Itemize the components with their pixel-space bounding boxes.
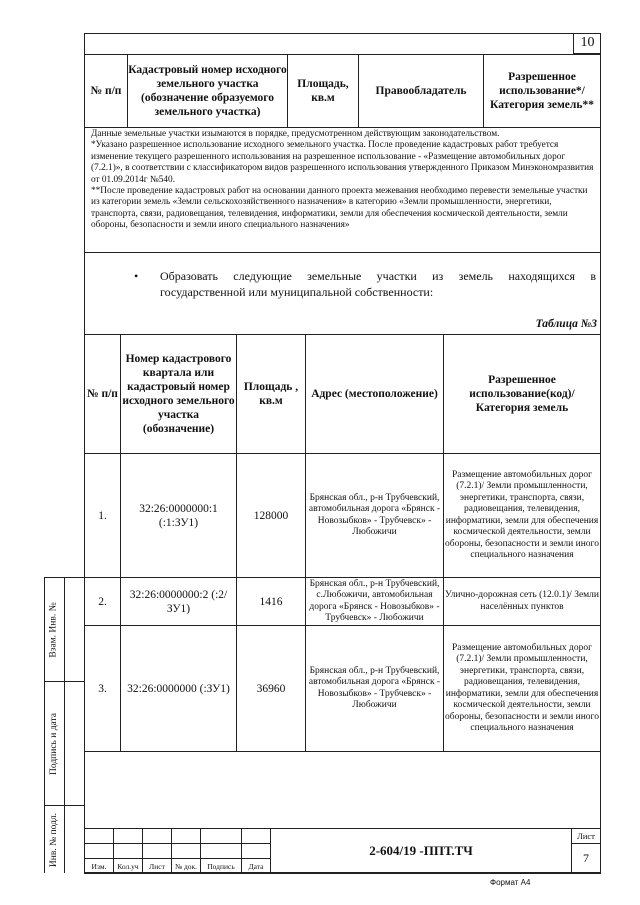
t1-col-usage: Разрешенное использование*/ Категория земель** [484, 55, 601, 128]
row-address: Брянская обл., р-н Трубчевский, с.Любожичи, автомобильная дорога «Брянск - Новозыбков» - Трубчевск» - Любожичи [306, 578, 444, 626]
t3-col-area: Площадь , кв.м [237, 335, 306, 454]
t1-col-owner: Правообладатель [359, 55, 484, 128]
bullet-text: Образовать следующие земельные участки из земель находящихся в государственной или муниципальной собственности: [160, 269, 596, 299]
note-line: Данные земельные участки изымаются в порядке, предусмотренном действующим законодательством. [91, 129, 500, 139]
doc-code: 2-604/19 -ППТ.ТЧ [271, 829, 572, 874]
side-cell-sign [44, 681, 84, 805]
row-area: 36960 [237, 626, 306, 752]
row-cadastral: 32:26:0000000:1 (:1:ЗУ1) [121, 454, 237, 578]
t1-col-area: Площадь, кв.м [288, 55, 359, 128]
side-label: Инв. № подл. [49, 812, 60, 868]
row-num: 1. [85, 454, 121, 578]
side-label: Взам. Инв. № [49, 602, 59, 658]
table-row [85, 626, 601, 752]
side-cell-inv-dupl [44, 577, 84, 681]
table-3 [84, 334, 601, 752]
t3-col-usage: Разрешенное использование(код)/ Категория земель [444, 335, 601, 454]
table-row [85, 578, 601, 626]
side-cell-inv-orig [44, 805, 84, 873]
table-3-caption: Таблица №3 [535, 318, 597, 330]
row-area: 128000 [237, 454, 306, 578]
t1-col-cadastral: Кадастровый номер исходного земельного участка (обозначение образуемого земельного участка) [128, 55, 288, 128]
title-block [84, 828, 601, 873]
row-address: Брянская обл., р-н Трубчевский, автомобильная дорога «Брянск - Новозыбков» - Трубчевск» - Любожичи [306, 454, 444, 578]
row-address: Брянская обл., р-н Трубчевский, автомобильная дорога «Брянск - Новозыбков» - Трубчевск» - Любожичи [306, 626, 444, 752]
stamp-col-label: Изм. [85, 859, 114, 874]
table-1-notes [84, 127, 601, 253]
side-label: Подпись и дата [49, 712, 60, 776]
row-area: 1416 [237, 578, 306, 626]
t3-col-address: Адрес (местоположение) [306, 335, 444, 454]
bullet-paragraph [134, 268, 596, 300]
format-label: Формат А4 [490, 878, 531, 887]
note-line: **После проведение кадастровых работ на основании данного проекта межевания необходимо перевести земельные участки из категории земель «Земли сельскохозяйственного назначения» в категорию «Земли промышленности, энергетики, транспорта, связи, радиовещания, телевидения, информатики, земли для обеспечения космической деятельности, земли обороны, безопасности и земли иного специального назначения» [91, 186, 588, 231]
stamp-col-label: Лист [143, 859, 172, 874]
row-usage: Размещение автомобильных дорог (7.2.1)/ Земли промышленности, энергетики, транспорта, связи, радиовещания, телевидения, информатики, земли для обеспечения космической деятельности, земли обороны, безопасности и земли иного специального назначения [444, 454, 601, 578]
sheet-number: 7 [572, 844, 601, 874]
stamp-col-label: Подпись [201, 859, 242, 874]
row-usage: Размещение автомобильных дорог (7.2.1)/ Земли промышленности, энергетики, транспорта, связи, радиовещания, телевидения, информатики, земли для обеспечения космической деятельности, земли обороны, безопасности и земли иного специального назначения [444, 626, 601, 752]
table-1-header [84, 54, 601, 128]
t3-col-cadastral: Номер кадастрового квартала или кадастровый номер исходного земельного участка (обозначение) [121, 335, 237, 454]
row-usage: Улично-дорожная сеть (12.0.1)/ Земли населённых пунктов [444, 578, 601, 626]
row-cadastral: 32:26:0000000 (:ЗУ1) [121, 626, 237, 752]
stamp-col-label: № док. [172, 859, 201, 874]
bullet-icon: • [134, 269, 139, 283]
row-num: 3. [85, 626, 121, 752]
table-row [85, 454, 601, 578]
page-number: 10 [573, 33, 601, 54]
side-stamp [44, 577, 84, 873]
row-num: 2. [85, 578, 121, 626]
sheet-label: Лист [572, 829, 601, 844]
t3-col-num: № п/п [85, 335, 121, 454]
note-line: *Указано разрешенное использование исходного земельного участка. После проведение кадастровых работ требуется изменение текущего разрешенного использования на разрешенное использование - «Размещение автомобильных дорог (7.2.1)», в соответствии с классификатором видов разрешенного использования утвержденного Приказом Минэкономразвития от 01.09.2014г №540. [91, 140, 594, 185]
stamp-col-label: Дата [242, 859, 271, 874]
stamp-col-label: Кол.уч [114, 859, 143, 874]
title-block-table [84, 828, 601, 874]
t1-col-num: № п/п [85, 55, 128, 128]
row-cadastral: 32:26:0000000:2 (:2/ЗУ1) [121, 578, 237, 626]
